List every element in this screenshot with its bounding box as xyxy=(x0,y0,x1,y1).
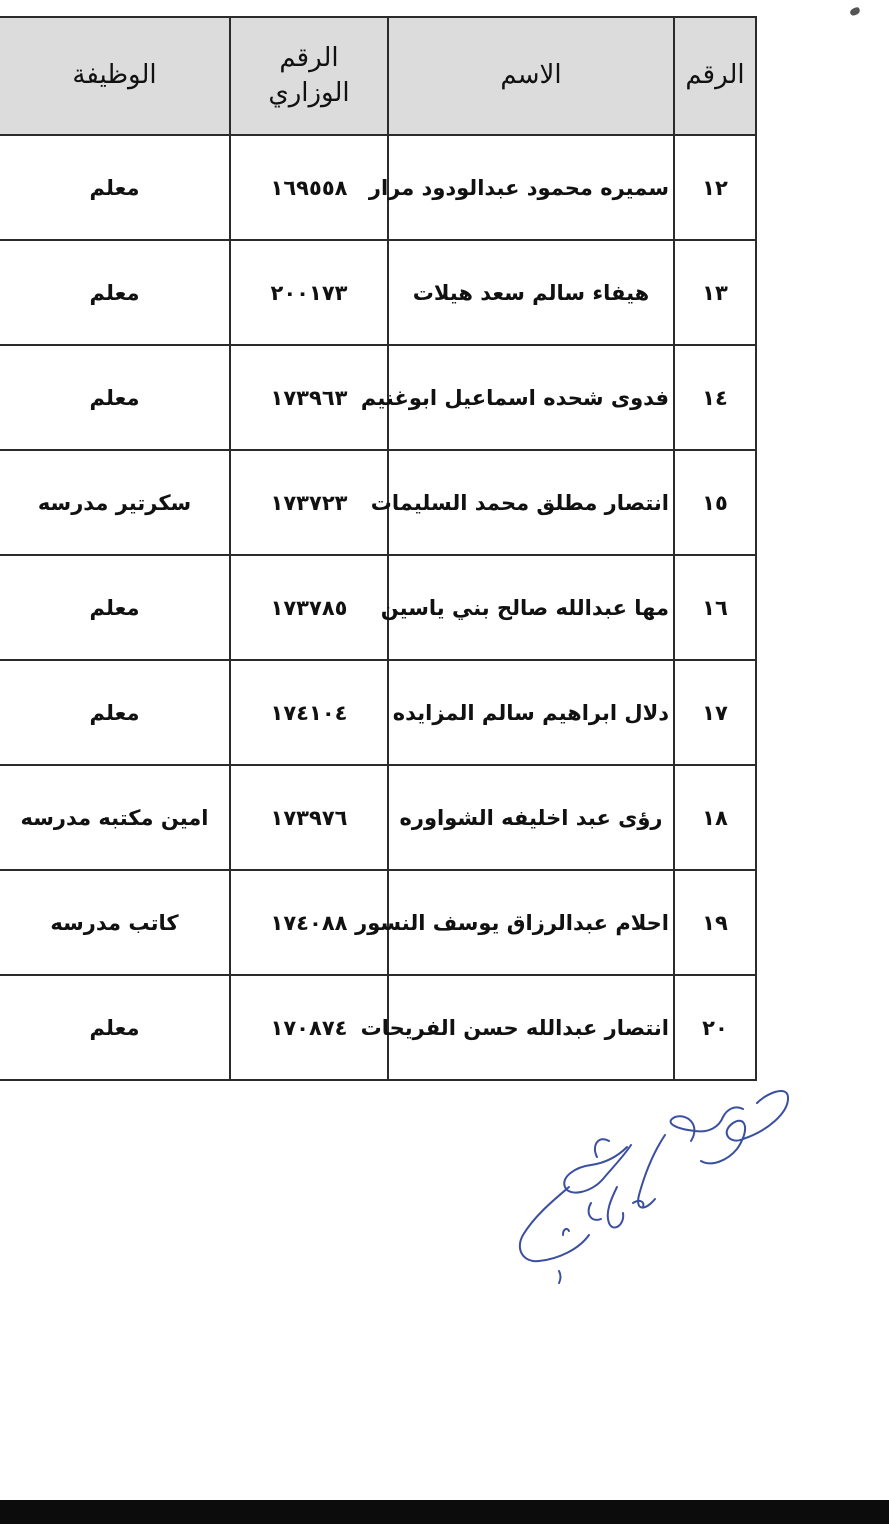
table-row xyxy=(0,660,756,765)
cell-number: ١٧ xyxy=(674,660,756,765)
cell-number: ١٢ xyxy=(674,135,756,240)
header-ministry-number-line2: الوزاري xyxy=(268,78,350,108)
cell-ministry-number: ١٧٣٩٧٦ xyxy=(230,765,388,870)
table-row xyxy=(0,135,756,240)
table-row xyxy=(0,870,756,975)
cell-number: ١٦ xyxy=(674,555,756,660)
cell-name: مها عبدالله صالح بني ياسين xyxy=(388,555,674,660)
cell-number: ١٥ xyxy=(674,450,756,555)
staff-table-container xyxy=(0,16,755,1068)
cell-name: احلام عبدالرزاق يوسف النسور xyxy=(388,870,674,975)
cell-ministry-number: ١٧٣٧٢٣ xyxy=(230,450,388,555)
cell-number: ١٩ xyxy=(674,870,756,975)
cell-name: دلال ابراهيم سالم المزايده xyxy=(388,660,674,765)
table-row xyxy=(0,345,756,450)
cell-ministry-number: ٢٠٠١٧٣ xyxy=(230,240,388,345)
scan-speck xyxy=(849,7,861,17)
cell-number: ١٤ xyxy=(674,345,756,450)
cell-job: معلم xyxy=(0,135,230,240)
cell-job: معلم xyxy=(0,345,230,450)
cell-ministry-number: ١٦٩٥٥٨ xyxy=(230,135,388,240)
table-row xyxy=(0,240,756,345)
header-ministry-number xyxy=(230,17,388,135)
cell-job: معلم xyxy=(0,660,230,765)
cell-name: فدوى شحده اسماعيل ابوغنيم xyxy=(388,345,674,450)
cell-job: سكرتير مدرسه xyxy=(0,450,230,555)
cell-name: سميره محمود عبدالودود مرار xyxy=(388,135,674,240)
scan-bottom-edge xyxy=(0,1500,889,1524)
cell-name: هيفاء سالم سعد هيلات xyxy=(388,240,674,345)
table-row xyxy=(0,555,756,660)
cell-job: امين مكتبه مدرسه xyxy=(0,765,230,870)
staff-table xyxy=(0,16,757,1081)
cell-ministry-number: ١٧٤٠٨٨ xyxy=(230,870,388,975)
cell-job: معلم xyxy=(0,975,230,1080)
handwritten-signature-icon xyxy=(505,1075,805,1295)
table-row xyxy=(0,450,756,555)
cell-job: معلم xyxy=(0,555,230,660)
header-number: الرقم xyxy=(674,17,756,135)
cell-ministry-number: ١٧٣٩٦٣ xyxy=(230,345,388,450)
cell-job: معلم xyxy=(0,240,230,345)
table-row xyxy=(0,765,756,870)
table-row xyxy=(0,975,756,1080)
cell-name: انتصار مطلق محمد السليمات xyxy=(388,450,674,555)
cell-name: رؤى عبد اخليفه الشواوره xyxy=(388,765,674,870)
cell-ministry-number: ١٧٠٨٧٤ xyxy=(230,975,388,1080)
table-header-row xyxy=(0,17,756,135)
cell-number: ١٨ xyxy=(674,765,756,870)
header-ministry-number-line1: الرقم xyxy=(279,42,339,73)
cell-number: ١٣ xyxy=(674,240,756,345)
header-job: الوظيفة xyxy=(0,17,230,135)
cell-ministry-number: ١٧٤١٠٤ xyxy=(230,660,388,765)
cell-name: انتصار عبدالله حسن الفريحات xyxy=(388,975,674,1080)
cell-job: كاتب مدرسه xyxy=(0,870,230,975)
cell-ministry-number: ١٧٣٧٨٥ xyxy=(230,555,388,660)
header-name: الاسم xyxy=(388,17,674,135)
cell-number: ٢٠ xyxy=(674,975,756,1080)
